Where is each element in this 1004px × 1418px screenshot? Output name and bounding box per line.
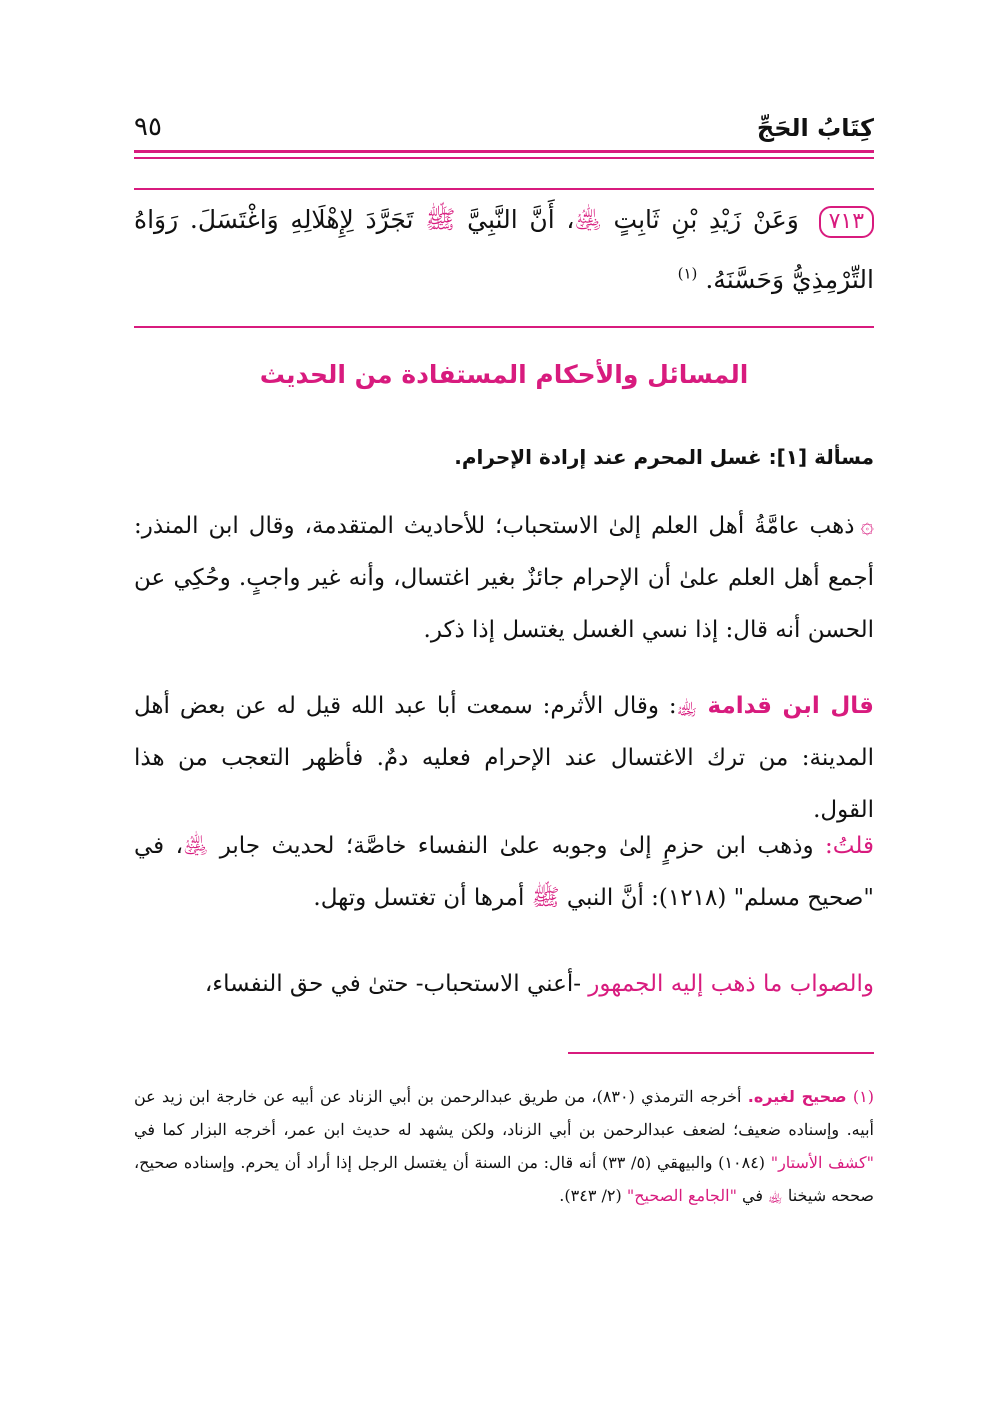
salla-allah-glyph: ﷺ [425, 205, 456, 234]
issue-heading [134, 445, 874, 469]
header-rule [134, 150, 874, 153]
hadith-bottom-rule [134, 326, 874, 328]
header-rule-secondary [134, 157, 874, 159]
rahimahu-allah-glyph: ﵀ [676, 693, 698, 719]
footnote-separator [568, 1052, 874, 1054]
paragraph-2-text: : وقال الأثرم: سمعت أبا عبد الله قيل له عن بعض أهل المدينة: من ترك الاغتسال عند الإحرام فعليه دمٌ. فأظهر التعجب من هذا القول. [134, 693, 874, 823]
paragraph-4 [134, 958, 874, 1010]
issue-title: غسل المحرم عند إرادة الإحرام. [454, 445, 762, 469]
paragraph-4-text: -أعني الاستحباب- حتىٰ في حق النفساء، [204, 971, 581, 997]
footnotes [134, 1080, 874, 1212]
paragraph-1 [134, 500, 874, 656]
paragraph-3-text-3: أمرها أن تغتسل وتهل. [313, 885, 525, 911]
issue-label: مسألة [١]: [768, 445, 874, 469]
footnote-source-kashf: "كشف الأستار" [770, 1153, 874, 1172]
hadith-text-part2: ، أَنَّ النَّبِيَّ [467, 205, 575, 234]
footnote-grade: صحيح لغيره. [747, 1087, 847, 1106]
hadith-number-badge: ٧١٣ [819, 206, 874, 238]
paragraph-1-text: ذهب عامَّةُ أهل العلم إلىٰ الاستحباب؛ للأحاديث المتقدمة، وقال ابن المنذر: أجمع أهل العلم علىٰ أن الإحرام جائزٌ بغير اغتسال، وأنه غير واجبٍ. وحُكِي عن الحسن أنه قال: إذا نسي الغسل يغتسل إذا ذكر. [134, 513, 874, 643]
radhi-allah-anhu-glyph: ﵁ [574, 205, 602, 234]
page-number: ٩٥ [134, 112, 162, 142]
paragraph-3-text-2: ، في "صحيح مسلم" (١٢١٨): أنَّ النبي [134, 833, 874, 911]
hadith-text-part3: تَجَرَّدَ لِإِهْلَالِهِ وَاغْتَسَلَ. رَوَاهُ التِّرْمِذِيُّ وَحَسَّنَهُ. [134, 205, 874, 294]
paragraph-3 [134, 820, 874, 924]
footnote-source-jami: "الجامع الصحيح" [626, 1186, 737, 1205]
page-header [134, 108, 874, 148]
paragraph-2 [134, 680, 874, 836]
paragraph-2-lead: قال ابن قدامة [707, 693, 874, 719]
paragraph-3-text-1: وذهب ابن حزمٍ إلىٰ وجوبه علىٰ النفساء خاصَّة؛ لحديث جابر [219, 833, 814, 859]
footnote-reference: (١) [677, 264, 698, 283]
section-heading: المسائل والأحكام المستفادة من الحديث [259, 360, 749, 389]
footnote-text-3: في [742, 1186, 763, 1205]
hadith-text-part1: وَعَنْ زَيْدِ بْنِ ثَابِتٍ [613, 205, 799, 234]
flower-ornament-icon: ۞ [860, 513, 874, 539]
footnote-text-2: (١٠٨٤) والبيهقي (٥/ ٣٣) أنه قال: من السنة أن يغتسل الرجل إذا أراد أن يحرم. وإسناده صحيح، صححه شيخنا [134, 1153, 874, 1205]
footnote-text-1: أخرجه الترمذي (٨٣٠)، من طريق عبدالرحمن بن أبي الزناد عن أبيه عن خارجة ابن زيد عن أبيه. وإسناده ضعيف؛ لضعف عبدالرحمن بن أبي الزناد، ولكن يشهد له حديث ابن عمر، أخرجه البزار كما في [134, 1087, 874, 1139]
paragraph-4-lead: والصواب ما ذهب إليه الجمهور [588, 971, 874, 997]
footnote-number: (١) [852, 1087, 875, 1106]
running-title: كِتَابُ الحَجِّ [756, 114, 874, 142]
paragraph-3-lead: قلتُ: [825, 833, 874, 859]
hadith-block [134, 190, 874, 310]
salla-allah-glyph-2: ﷺ [531, 885, 560, 911]
footnote-text-4: (٢/ ٣٤٣). [559, 1186, 622, 1205]
radhi-allah-anhu-glyph-2: ﵁ [183, 833, 209, 859]
rahimahu-allah-glyph-2: ﵀ [768, 1186, 783, 1205]
